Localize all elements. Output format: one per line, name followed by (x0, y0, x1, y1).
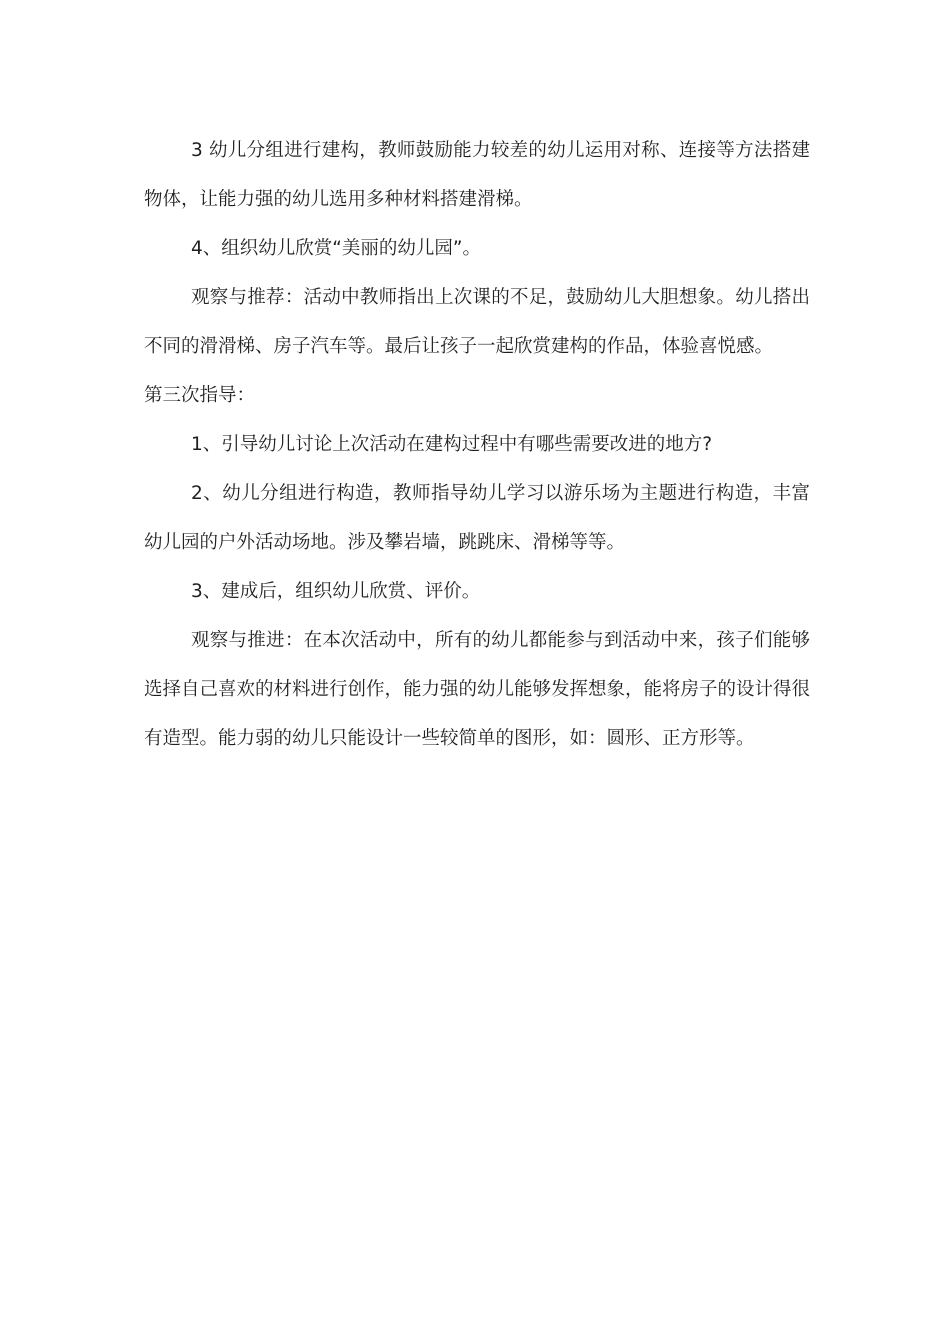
paragraph-item-3: 3、建成后，组织幼儿欣赏、评价。 (191, 581, 481, 602)
paragraph-item-2: 2、幼儿分组进行构造，教师指导幼儿学习以游乐场为主题进行构造，丰富幼儿园的户外活动场地。涉及攀岩墙，跳跳床、滑梯等等。 (144, 483, 810, 553)
paragraph-observation-recommendation: 观察与推荐：活动中教师指出上次课的不足，鼓励幼儿大胆想象。幼儿搭出不同的滑滑梯、房子汽车等。最后让孩子一起欣赏建构的作品，体验喜悦感。 (144, 287, 810, 357)
section-heading-third-guidance: 第三次指导： (144, 385, 256, 406)
paragraph-observation-progress: 观察与推进：在本次活动中，所有的幼儿都能参与到活动中来，孩子们能够选择自己喜欢的材料进行创作，能力强的幼儿能够发挥想象，能将房子的设计得很有造型。能力弱的幼儿只能设计一些较简单的图形，如：圆形、正方形等。 (144, 630, 811, 749)
paragraph-step-3: 3 幼儿分组进行建构，教师鼓励能力较差的幼儿运用对称、连接等方法搭建物体，让能力强的幼儿选用多种材料搭建滑梯。 (144, 140, 810, 210)
paragraph-item-1: 1、引导幼儿讨论上次活动在建构过程中有哪些需要改进的地方? (191, 434, 713, 455)
paragraph-step-4: 4、组织幼儿欣赏“美丽的幼儿园”。 (191, 238, 481, 259)
document-body (144, 126, 810, 763)
